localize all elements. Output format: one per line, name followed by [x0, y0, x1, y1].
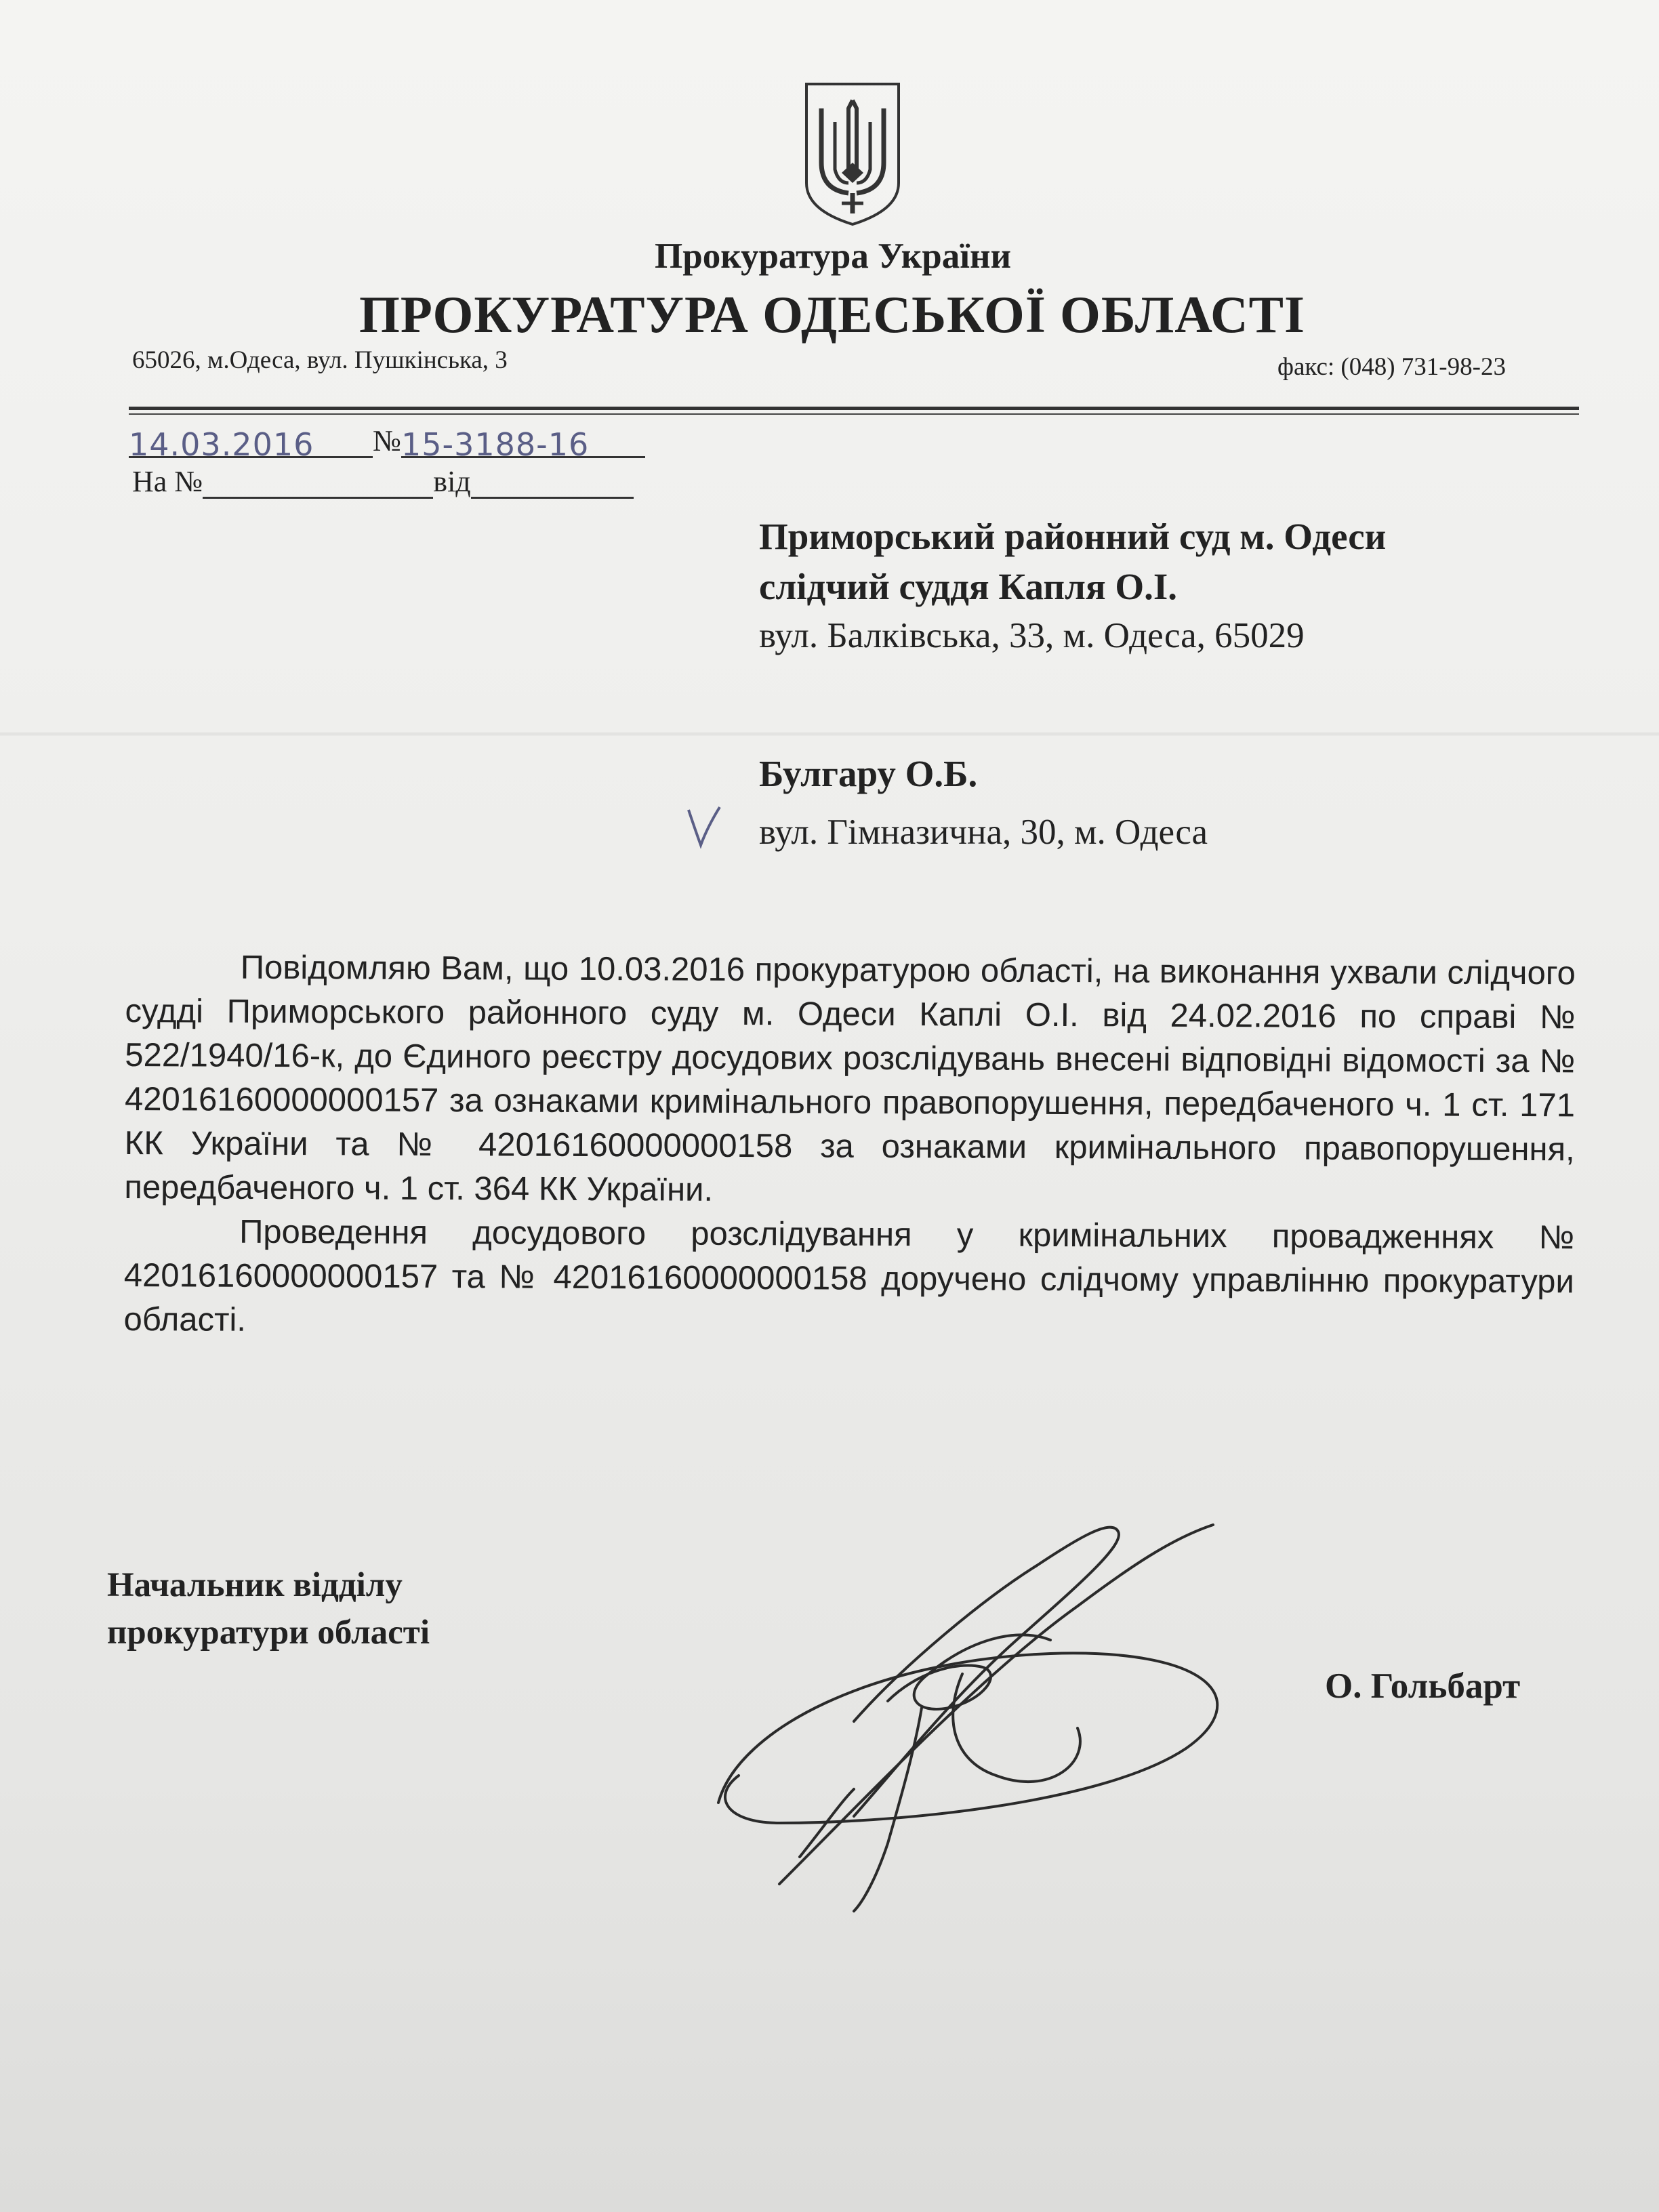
paper-fold	[0, 732, 1659, 736]
recipient-court-address: вул. Балківська, 33, м. Одеса, 65029	[759, 616, 1305, 655]
header-rule-thin	[129, 413, 1579, 415]
outgoing-reference	[129, 424, 645, 463]
date-field	[129, 426, 373, 463]
handwritten-signature	[698, 1504, 1261, 1918]
recipient-person-address: вул. Гімназична, 30, м. Одеса	[759, 813, 1208, 852]
signer-position-line-1: Начальник відділу	[107, 1566, 403, 1604]
number-label: №	[373, 424, 401, 457]
office-fax: факс: (048) 731-98-23	[1277, 353, 1506, 381]
number-field	[401, 426, 645, 463]
office-address: 65026, м.Одеса, вул. Пушкінська, 3	[132, 346, 508, 374]
recipient-judge: слідчий суддя Капля О.І.	[759, 566, 1178, 607]
body-paragraph-1: Повідомляю Вам, що 10.03.2016 прокуратурою області, на виконання ухвали слідчого судді Приморського районного суду м. Одеси Каплі О.І. від 24.02.2016 по справі № 522/1940/16-к, до Єдиного реєстру досудових розслідувань внесені відповідні відомості за № 42016160000000157 за ознаками кримінального правопорушення, передбаченого ч. 1 ст. 171 КК України та № 42016160000000158 за ознаками кримінального правопорушення, передбаченого ч. 1 ст. 364 КК України.	[124, 949, 1576, 1208]
body-paragraph-2: Проведення досудового розслідування у кримінальних провадженнях № 42016160000000157 та № 42016160000000158 доручено слідчому управлінню прокуратури області.	[123, 1213, 1575, 1338]
header-rule	[129, 407, 1579, 410]
office-heading: ПРОКУРАТУРА ОДЕСЬКОЇ ОБЛАСТІ	[359, 285, 1305, 344]
trident-emblem-icon	[801, 81, 904, 227]
from-date-blank	[471, 467, 634, 499]
signer-position-line-2: прокуратури області	[107, 1614, 430, 1652]
recipient-court: Приморський районний суд м. Одеси	[759, 516, 1387, 557]
handwritten-number: 15-3188-16	[401, 426, 590, 463]
signer-name: О. Гольбарт	[1325, 1666, 1521, 1706]
letter-body	[123, 945, 1576, 1348]
on-number-label: На №	[132, 465, 203, 498]
check-mark-icon	[684, 803, 725, 851]
on-number-blank	[203, 467, 433, 499]
from-label: від	[433, 465, 471, 498]
incoming-reference	[132, 464, 634, 499]
recipient-person: Булгару О.Б.	[759, 753, 978, 794]
handwritten-date: 14.03.2016	[129, 426, 314, 463]
agency-heading: Прокуратура України	[655, 237, 1012, 276]
